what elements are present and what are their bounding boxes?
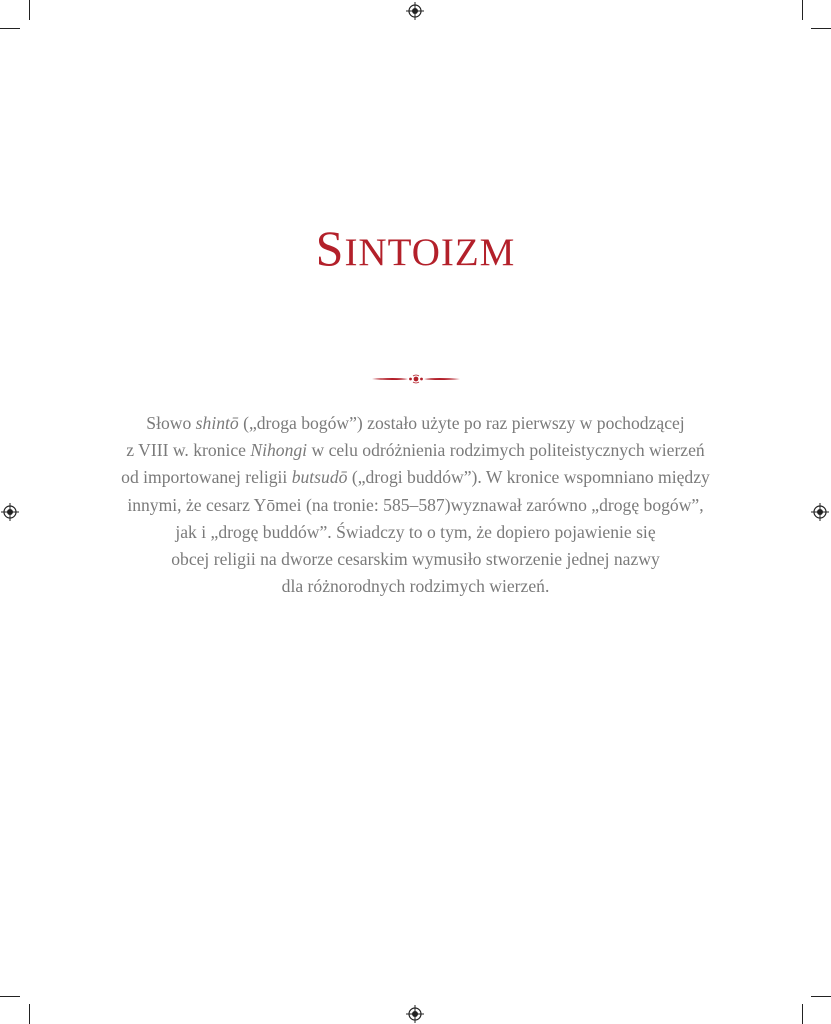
intro-paragraph [60, 410, 771, 600]
crop-mark-top-right-h [811, 28, 831, 29]
paragraph-line: dla różnorodnych rodzimych wierzeń. [281, 576, 550, 597]
crop-mark-top-left-h [0, 28, 20, 29]
term-butsudo: butsudō [291, 467, 348, 488]
crop-mark-top-left-v [29, 0, 30, 20]
page-title [0, 218, 831, 283]
ornament-divider-icon [370, 372, 462, 386]
crop-mark-bottom-right-h [811, 996, 831, 997]
registration-mark-icon [811, 503, 829, 521]
paragraph-line: Słowo shintō („droga bogów”) zostało użyte po raz pierwszy w pochodzącej [146, 413, 685, 433]
paragraph-line: obcej religii na dworze cesarskim wymusiło stworzenie jednej nazwy [171, 549, 660, 570]
paragraph-line: innymi, że cesarz Yōmei (na tronie: 585–587)wyznawał zarówno „drogę bogów”, [127, 494, 704, 515]
crop-mark-top-right-v [802, 0, 803, 20]
paragraph-line: od importowanej religii butsudō („drogi buddów”). W kronice wspomniano między [121, 467, 710, 488]
crop-mark-bottom-left-v [29, 1004, 30, 1024]
crop-mark-bottom-left-h [0, 996, 20, 997]
paragraph-line: z VIII w. kronice Nihongi w celu odróżnienia rodzimych politeistycznych wierzeń [126, 440, 705, 461]
registration-mark-icon [406, 2, 424, 20]
registration-mark-icon [406, 1005, 424, 1023]
title-initial: S [315, 220, 345, 276]
registration-mark-icon [1, 503, 19, 521]
term-nihongi: Nihongi [250, 440, 308, 461]
term-shinto: shintō [195, 413, 239, 433]
crop-mark-bottom-right-v [802, 1004, 803, 1024]
title-rest: INTOIZM [344, 231, 516, 274]
paragraph-line: jak i „drogę buddów”. Świadczy to o tym, że dopiero pojawienie się [175, 521, 656, 542]
